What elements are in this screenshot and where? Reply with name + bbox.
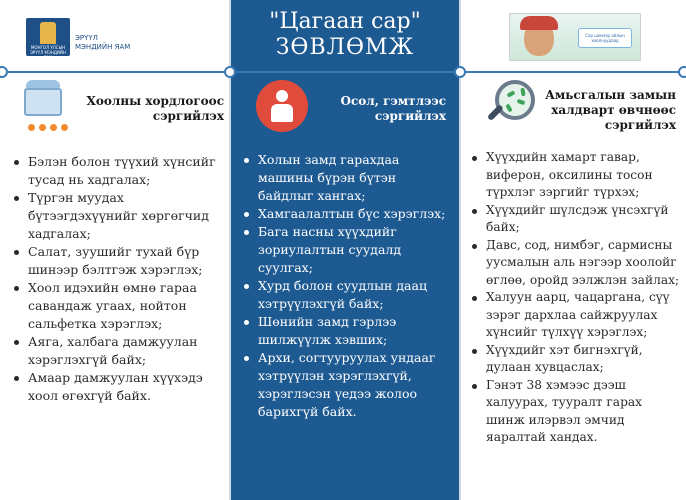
accident-prevention-list [242, 151, 452, 421]
flame-icon [39, 124, 46, 131]
list-item: Бэлэн болон түүхий хүнсийг тусад нь хадгалах; [12, 153, 224, 189]
ministry-logo [26, 18, 70, 60]
list-item: Түргэн муудах бүтээгдэхүүнийг хөргөгчид хадгалах; [12, 189, 224, 243]
timeline-dot [678, 66, 686, 78]
list-item: Давс, сод, нимбэг, сармисны уусмалын аль нэгээр хоолойг өглөө, оройд ээлжлэн зайлах; [470, 237, 684, 290]
officer-head [276, 90, 288, 102]
list-item: Хүүхдийг хэт бигнэхгүй, дулаан хувцаслах; [470, 342, 684, 377]
ministry-name-line: ЭРҮҮЛ [75, 34, 98, 42]
hat-illustration [520, 16, 558, 30]
list-item: Аяга, халбага дамжуулан хэрэглэхгүй байх; [12, 333, 224, 369]
magnifier-germ-icon [487, 78, 541, 134]
title-line-2: ЗӨВЛӨМЖ [275, 35, 415, 60]
list-item: Хүүхдийн хамарт гавар, виферон, оксилины тосон түрхлэг зэргийг түрхэх; [470, 149, 684, 202]
timeline-dot [454, 66, 466, 78]
logo-caption [28, 45, 68, 60]
list-item: Хамгаалалтын бүс хэрэглэх; [242, 205, 452, 223]
list-item: Салат, зуушийг тухай бүр шинээр бэлтгэж хэрэглэх; [12, 243, 224, 279]
cooking-pot-icon [18, 78, 74, 136]
magnifier-lens [495, 80, 535, 120]
list-item: Амаар дамжуулан хүүхэдэ хоол өгөхгүй байх. [12, 369, 224, 405]
header-photo [509, 13, 641, 61]
list-item: Бага насны хүүхдийг зориулалтын суудалд суулгах; [242, 223, 452, 277]
list-item: Хоол идэхийн өмнө гараа савандаж угаах, нойтон сальфетка хэрэглэх; [12, 279, 224, 333]
list-item: Хурд болон суудлын даац хэтрүүлэхгүй байх; [242, 277, 452, 313]
flame-icon [61, 124, 68, 131]
food-poisoning-list [12, 153, 224, 405]
list-item: Халуун аарц, чацаргана, сүү зэрэг дархлаа сайжруулах хүнсийг түлхүү хэрэглэх; [470, 289, 684, 342]
officer-body [271, 104, 293, 122]
pot-body [24, 88, 62, 116]
section-heading-food-poisoning: Хоолны хордлогоос сэргийлэх [86, 94, 224, 123]
title-line-1: "Цагаан сар" [269, 9, 421, 34]
list-item: Шөнийн замд гэрлээ шилжүүлж хэвших; [242, 313, 452, 349]
list-item: Гэнэт 38 хэмээс дээш халуурах, тууралт гарах шинж илэрвэл эмчид яаралтай хандах. [470, 377, 684, 447]
ministry-name-line: МЭНДИЙН ЯАМ [75, 43, 131, 51]
logo-caption-line: ЭРҮҮЛ МЭНДИЙН ЯАМ [30, 50, 66, 60]
list-item: Хүүхдийг шүлсдэж үнсэхгүй байх; [470, 202, 684, 237]
poster-title [230, 10, 460, 62]
section-heading-accident-prevention: Осол, гэмтлээс сэргийлэх [340, 94, 446, 123]
timeline-line [0, 71, 686, 73]
pot-lid [26, 80, 60, 88]
flame-icon [50, 124, 57, 131]
section-heading-respiratory-infection: Амьсгалын замын халдварт өвчнөөс сэргийлэх [545, 88, 676, 132]
ministry-emblem-icon [40, 22, 56, 44]
ministry-name [75, 34, 145, 52]
list-item: Холын замд гарахдаа машины бүрэн бүтэн байдлыг хангах; [242, 151, 452, 205]
flame-icon [28, 124, 35, 131]
respiratory-infection-list [470, 149, 684, 447]
list-item: Архи, согтууруулах ундааг хэтрүүлэн хэрэглэхгүй, хэрэглэсэн үедээ жолоо барихгүй байх. [242, 349, 452, 421]
timeline-dot [224, 66, 236, 78]
photo-caption: Сар шинээр айлын хоолнуудаар [578, 28, 632, 48]
safety-officer-icon [256, 80, 308, 132]
logo-caption-line: МОНГОЛ УЛСЫН [30, 45, 66, 50]
